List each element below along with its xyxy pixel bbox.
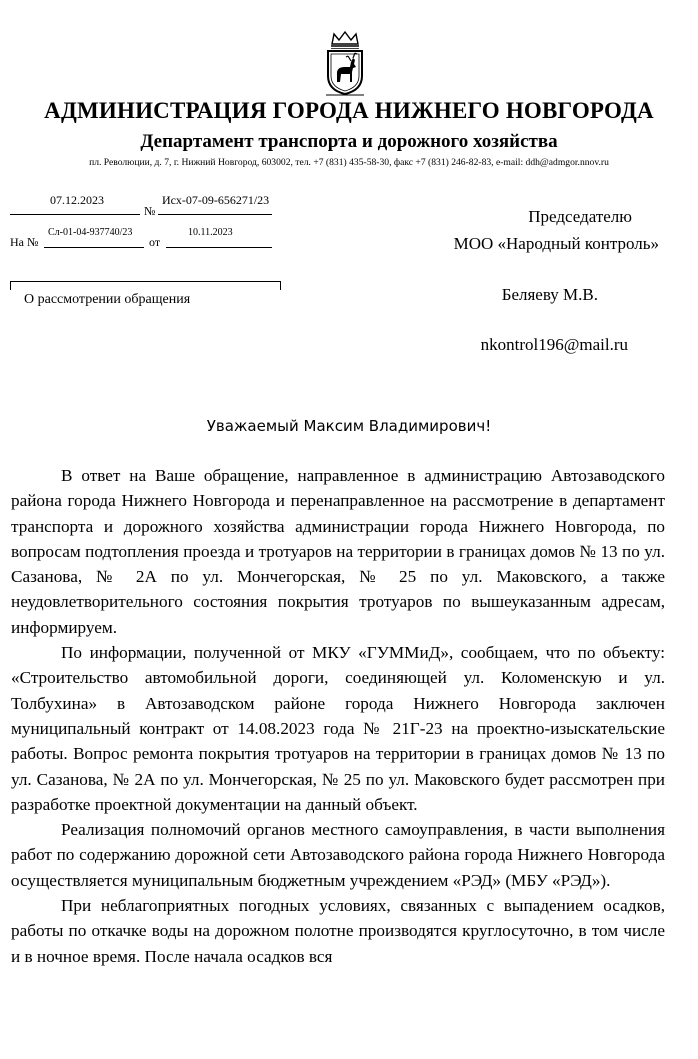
department-title: Департамент транспорта и дорожного хозяйства: [140, 131, 558, 152]
incoming-date-underline: [166, 247, 272, 248]
contact-line: пл. Революции, д. 7, г. Нижний Новгород, 603002, тел. +7 (831) 435-58-30, факс +7 (831) 246-82-83, e-mail: ddh@admgor.nnov.ru: [89, 157, 609, 168]
in-reply-prefix: На №: [10, 235, 39, 249]
outgoing-number: Исх-07-09-656271/23: [162, 193, 270, 207]
subject-line: О рассмотрении обращения: [24, 292, 191, 307]
paragraph-3: Реализация полномочий органов местного самоуправления, в части выполнения работ по содержанию дорожной сети Автозаводского района города Нижнего Новгорода осуществляется муниципальным бюджетным учреждением «РЭД» (МБУ «РЭД»).: [11, 820, 665, 890]
paragraph-4: При неблагоприятных погодных условиях, связанных с выпадением осадков, работы по откачке воды на дорожном полотне производятся круглосуточно, в том числе и в ночное время. После начала осадков вся: [11, 896, 665, 966]
subject-bracket: [10, 281, 281, 290]
coat-of-arms-icon: [318, 30, 372, 96]
recipient-organization: МОО «Народный контроль»: [453, 234, 659, 253]
outgoing-date: 07.12.2023: [50, 193, 104, 207]
letter-body: [11, 463, 665, 969]
incoming-number-underline: [44, 247, 144, 248]
incoming-date: 10.11.2023: [188, 227, 233, 238]
number-sign: №: [144, 204, 156, 218]
paragraph-2: По информации, полученной от МКУ «ГУММиД», сообщаем, что по объекту: «Строительство автомобильной дороги, соединяющей ул. Коломенскую и ул. Толбухина» в Автозаводском районе города Нижнего Новгорода заключен муниципальный контракт от 14.08.2023 года № 21Г-23 на проектно-изыскательские работы. Вопрос ремонта покрытия тротуаров на территории в границах домов № 13 по ул. Сазанова, № 2А по ул. Мончегорская, № 25 по ул. Маковского будет рассмотрен при разработке проектной документации на данный объект.: [11, 643, 665, 814]
recipient-email: nkontrol196@mail.ru: [480, 335, 628, 354]
from-label: от: [149, 235, 161, 249]
outgoing-date-underline: [10, 214, 140, 215]
recipient-position: Председателю: [528, 207, 632, 226]
incoming-number: Сл-01-04-937740/23: [48, 227, 133, 238]
recipient-name: Беляеву М.В.: [501, 285, 598, 304]
outgoing-number-underline: [158, 214, 272, 215]
greeting: Уважаемый Максим Владимирович!: [206, 417, 492, 435]
organization-title: АДМИНИСТРАЦИЯ ГОРОДА НИЖНЕГО НОВГОРОДА: [44, 98, 654, 123]
paragraph-1: В ответ на Ваше обращение, направленное в администрацию Автозаводского района города Нижнего Новгорода и перенаправленное на рассмотрение в департамент транспорта и дорожного хозяйства администрации города Нижнего Новгорода, по вопросам подтопления проезда и тротуаров на территории в границах домов № 13 по ул. Сазанова, № 2А по ул. Мончегорская, № 25 по ул. Маковского, а также неудовлетворительного состояния покрытия тротуаров по вышеуказанным адресам, информируем.: [11, 466, 665, 637]
